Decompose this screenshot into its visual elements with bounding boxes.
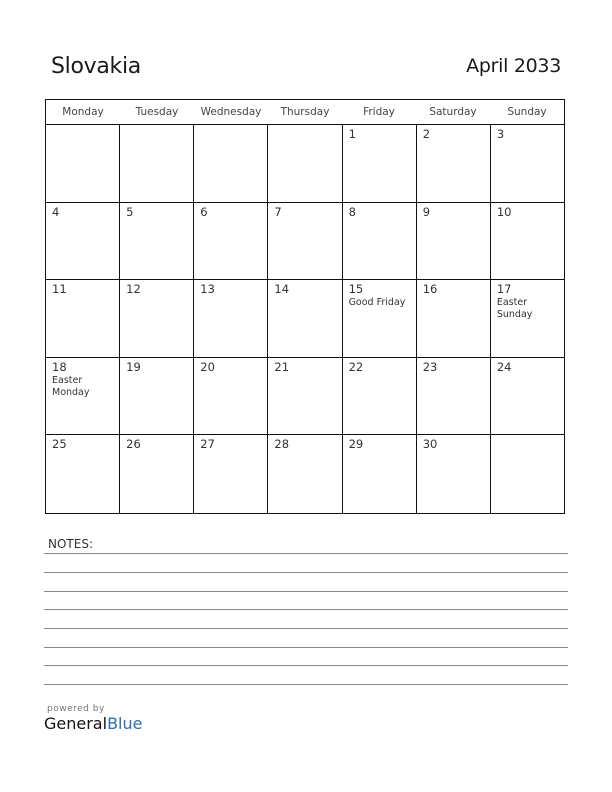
day-number: 6 xyxy=(200,204,208,219)
note-line xyxy=(44,591,568,592)
day-cell xyxy=(268,435,342,513)
day-cell xyxy=(491,203,564,280)
week-row-3 xyxy=(46,280,564,358)
day-number: 18 xyxy=(52,359,67,374)
day-cell xyxy=(120,203,194,280)
day-cell xyxy=(417,358,491,435)
generalblue-logo xyxy=(44,704,142,733)
day-cell xyxy=(120,280,194,357)
day-cell xyxy=(343,125,417,202)
day-number: 12 xyxy=(126,282,141,297)
brand-name xyxy=(44,714,142,733)
day-cell xyxy=(46,125,120,202)
day-cell xyxy=(268,203,342,280)
note-line xyxy=(44,628,568,629)
holiday-label: Good Friday xyxy=(348,297,406,309)
weekday-tuesday: Tuesday xyxy=(135,106,179,118)
day-cell xyxy=(417,280,491,357)
weekday-friday: Friday xyxy=(363,106,395,118)
day-number: 15 xyxy=(348,282,364,297)
month-year-title: April 2033 xyxy=(466,55,561,77)
day-number: 30 xyxy=(422,437,438,452)
weekday-header-row xyxy=(46,100,564,125)
day-number: 27 xyxy=(200,437,215,452)
day-number: 2 xyxy=(422,127,431,141)
day-number: 20 xyxy=(200,359,215,374)
day-cell xyxy=(194,280,268,357)
note-line xyxy=(44,553,568,554)
day-cell xyxy=(343,358,417,435)
brand-blue: Blue xyxy=(107,714,143,733)
day-number: 16 xyxy=(422,282,438,297)
day-number: 10 xyxy=(496,204,512,219)
day-cell xyxy=(194,358,268,435)
holiday-label: Easter Monday xyxy=(52,374,90,398)
day-cell xyxy=(491,435,564,513)
day-number: 17 xyxy=(496,282,512,297)
day-cell xyxy=(491,358,564,435)
day-number: 1 xyxy=(348,127,356,141)
day-cell xyxy=(46,203,120,280)
day-cell xyxy=(343,435,417,513)
day-cell xyxy=(268,125,342,202)
day-number: 24 xyxy=(496,359,512,374)
weekday-wednesday: Wednesday xyxy=(200,106,262,118)
day-cell xyxy=(46,280,120,357)
week-row-5 xyxy=(46,435,564,513)
day-number: 3 xyxy=(496,127,505,141)
day-cell xyxy=(343,203,417,280)
day-cell xyxy=(194,435,268,513)
day-number: 4 xyxy=(52,204,60,219)
brand-general: General xyxy=(44,714,108,733)
weekday-sunday: Sunday xyxy=(507,106,547,118)
note-line xyxy=(44,684,568,685)
day-number: 22 xyxy=(348,359,364,374)
day-cell xyxy=(417,435,491,513)
day-number: 28 xyxy=(274,437,290,452)
day-cell xyxy=(120,358,194,435)
holiday-label: Easter Sunday xyxy=(496,297,533,321)
day-number: 13 xyxy=(200,282,215,297)
week-row-2 xyxy=(46,203,564,281)
day-number: 21 xyxy=(274,359,290,374)
day-number: 26 xyxy=(126,437,141,452)
day-cell xyxy=(268,358,342,435)
day-number: 19 xyxy=(126,359,141,374)
week-row-4 xyxy=(46,358,564,436)
weekday-saturday: Saturday xyxy=(429,106,477,118)
note-line xyxy=(44,609,568,610)
day-cell xyxy=(194,125,268,202)
week-row-1 xyxy=(46,125,564,203)
day-cell xyxy=(491,280,564,357)
day-number: 14 xyxy=(274,282,290,297)
day-number: 23 xyxy=(422,359,438,374)
day-cell xyxy=(120,125,194,202)
calendar-grid xyxy=(45,99,565,514)
day-cell xyxy=(268,280,342,357)
day-number: 5 xyxy=(126,204,134,219)
day-number: 7 xyxy=(274,204,282,219)
note-line xyxy=(44,647,568,648)
weekday-monday: Monday xyxy=(62,106,104,118)
notes-label: NOTES: xyxy=(48,537,93,551)
note-line xyxy=(44,665,568,666)
day-cell xyxy=(491,125,564,202)
powered-by-text: powered by xyxy=(47,704,105,714)
day-number: 11 xyxy=(52,282,67,297)
weekday-thursday: Thursday xyxy=(280,106,330,118)
country-title: Slovakia xyxy=(51,54,141,79)
day-number: 9 xyxy=(422,204,431,219)
day-cell xyxy=(417,125,491,202)
day-cell xyxy=(46,435,120,513)
day-cell xyxy=(120,435,194,513)
day-cell xyxy=(417,203,491,280)
note-line xyxy=(44,572,568,573)
day-number: 29 xyxy=(348,437,364,452)
day-number: 8 xyxy=(348,204,356,219)
day-number: 25 xyxy=(52,437,67,452)
day-cell xyxy=(343,280,417,357)
day-cell xyxy=(46,358,120,435)
day-cell xyxy=(194,203,268,280)
